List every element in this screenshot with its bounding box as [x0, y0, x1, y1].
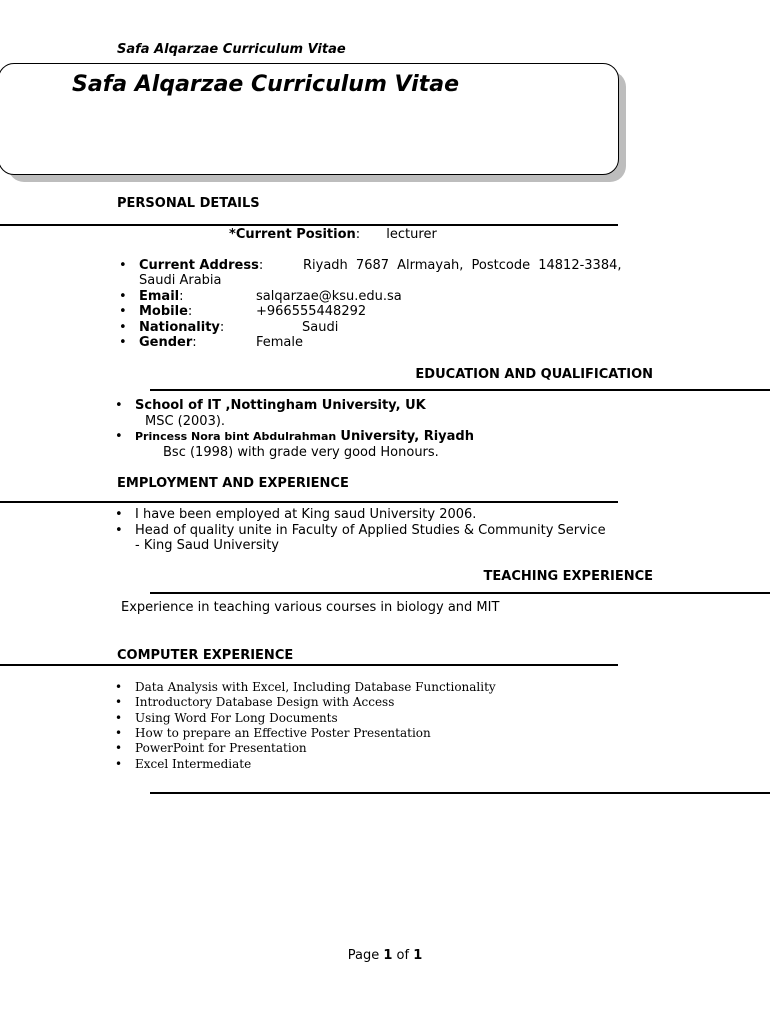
mobile-item: • Mobile: +966555448292: [119, 304, 367, 319]
mobile-value: +966555448292: [256, 304, 367, 319]
education-prefix-2: Princess Nora bint Abdulrahman: [135, 430, 337, 443]
gender-item: • Gender: Female: [119, 335, 304, 350]
education-detail-2: Bsc (1998) with grade very good Honours.: [163, 445, 439, 460]
nationality-value: Saudi: [302, 320, 339, 335]
current-position-row: *Current Position: lecturer: [229, 227, 437, 242]
section-heading-education: EDUCATION AND QUALIFICATION: [415, 367, 653, 382]
education-title-2: University, Riyadh: [340, 429, 474, 444]
position-label: Current Position: [235, 227, 356, 242]
email-value: salqarzae@ksu.edu.sa: [256, 289, 402, 304]
section-rule: [150, 592, 770, 594]
address-value-line2: Saudi Arabia: [139, 273, 222, 288]
computer-item: • PowerPoint for Presentation: [115, 741, 307, 755]
computer-item: • Introductory Database Design with Access: [115, 695, 395, 709]
page-footer: Page 1 of 1: [347, 948, 423, 963]
address-value: Riyadh 7687 Alrmayah, Postcode 14812-3384,: [303, 258, 622, 273]
nationality-item: • Nationality: Saudi: [119, 320, 339, 335]
computer-item: • Excel Intermediate: [115, 757, 252, 771]
education-detail-1: MSC (2003).: [145, 414, 226, 429]
email-item: • Email: salqarzae@ksu.edu.sa: [119, 289, 402, 304]
employment-item-1: • I have been employed at King saud University 2006.: [115, 507, 477, 522]
section-heading-teaching: TEACHING EXPERIENCE: [483, 569, 653, 584]
running-header: Safa Alqarzae Curriculum Vitae: [117, 42, 346, 57]
email-label: Email: [139, 289, 180, 304]
section-rule: [150, 389, 770, 391]
address-label: Current Address: [139, 258, 259, 273]
gender-value: Female: [256, 335, 304, 350]
teaching-text: Experience in teaching various courses in biology and MIT: [121, 600, 500, 615]
education-item-2: • Princess Nora bint Abdulrahman University, Riyadh: [115, 429, 474, 444]
education-item-1: • School of IT ,Nottingham University, UK: [115, 398, 426, 413]
nationality-label: Nationality: [139, 320, 220, 335]
employment-item-2: • Head of quality unite in Faculty of Applied Studies & Community Service: [115, 523, 606, 538]
computer-item: • How to prepare an Effective Poster Presentation: [115, 726, 431, 740]
education-title-1: School of IT ,Nottingham University, UK: [135, 398, 426, 413]
employment-item-2-cont: - King Saud University: [135, 538, 280, 553]
position-value: lecturer: [386, 227, 437, 242]
section-heading-personal: PERSONAL DETAILS: [117, 196, 260, 211]
section-heading-computer: COMPUTER EXPERIENCE: [117, 648, 294, 663]
section-rule: [0, 224, 618, 226]
star-marker: *: [229, 227, 236, 242]
computer-item: • Using Word For Long Documents: [115, 711, 338, 725]
section-rule: [150, 792, 770, 794]
address-item: • Current Address: Riyadh 7687 Alrmayah, Postcode 14812-3384,: [119, 258, 622, 273]
section-heading-employment: EMPLOYMENT AND EXPERIENCE: [117, 476, 349, 491]
gender-label: Gender: [139, 335, 193, 350]
document-title: Safa Alqarzae Curriculum Vitae: [72, 72, 460, 97]
mobile-label: Mobile: [139, 304, 188, 319]
section-rule: [0, 664, 618, 666]
computer-item: • Data Analysis with Excel, Including Database Functionality: [115, 680, 496, 694]
section-rule: [0, 501, 618, 503]
